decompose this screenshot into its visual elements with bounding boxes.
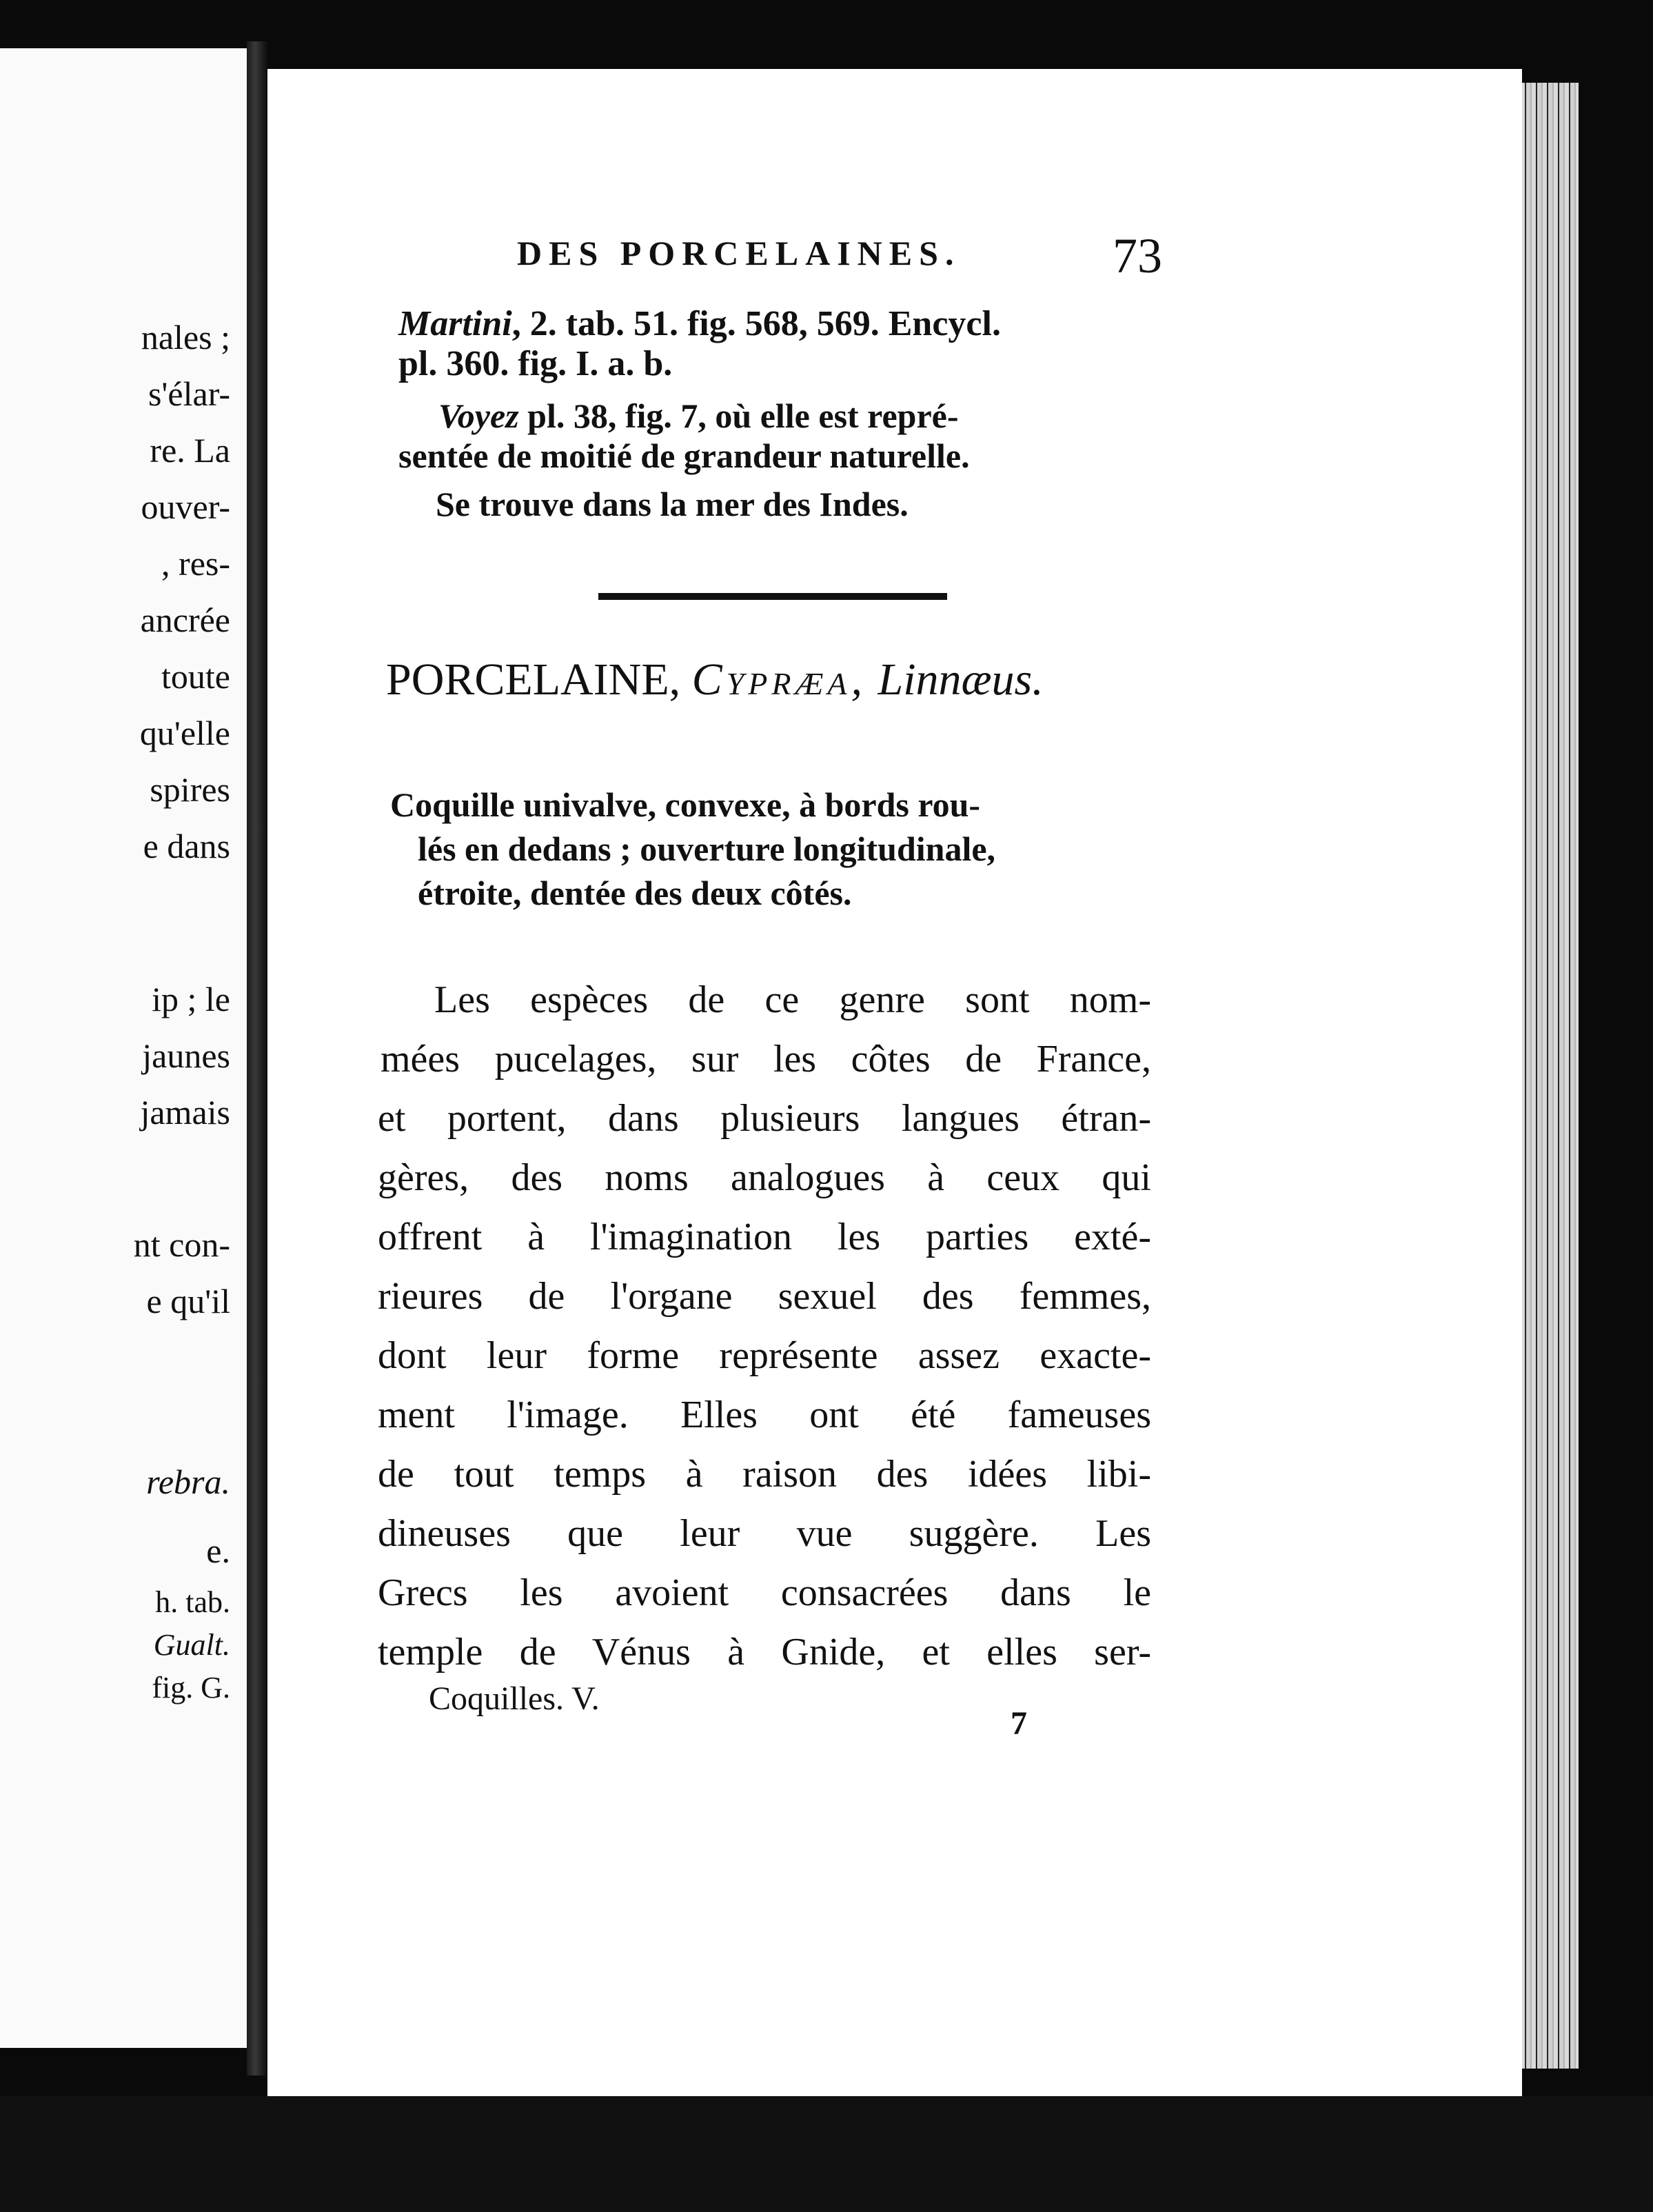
left-line: e. bbox=[206, 1531, 230, 1570]
left-line: fig. G. bbox=[152, 1671, 230, 1705]
body-line: mées pucelages, sur les côtes de France, bbox=[381, 1038, 1151, 1080]
gathering-number: 7 bbox=[1011, 1705, 1027, 1742]
body-line: Les espèces de ce genre sont nom- bbox=[434, 978, 1151, 1021]
body-line: offrent à l'imagination les parties exté- bbox=[378, 1216, 1151, 1258]
body-line: gères, des noms analogues à ceux qui bbox=[378, 1156, 1151, 1199]
reference-text: pl. 38, fig. 7, où elle est repré- bbox=[518, 396, 959, 435]
left-line: jamais bbox=[140, 1093, 230, 1132]
scan-border bbox=[0, 2096, 1653, 2212]
left-line: nt con- bbox=[133, 1225, 230, 1264]
body-line: ment l'image. Elles ont été fameuses bbox=[378, 1394, 1151, 1436]
left-line: ancrée bbox=[140, 601, 230, 639]
reference-line-3 bbox=[438, 396, 959, 436]
left-line: rebra. bbox=[146, 1462, 230, 1501]
left-line: Gualt. bbox=[153, 1628, 230, 1662]
body-line: dont leur forme représente assez exacte- bbox=[378, 1334, 1151, 1377]
running-head: DES PORCELAINES. bbox=[517, 234, 961, 272]
description-line: étroite, dentée des deux côtés. bbox=[418, 874, 852, 912]
description-line: lés en dedans ; ouverture longitudinale, bbox=[418, 830, 996, 868]
left-line: re. La bbox=[150, 431, 230, 470]
left-line: qu'elle bbox=[139, 714, 230, 752]
body-line: rieures de l'organe sexuel des femmes, bbox=[378, 1275, 1151, 1318]
reference-line-4: sentée de moitié de grandeur naturelle. bbox=[398, 436, 970, 475]
book-gutter bbox=[247, 41, 267, 2075]
left-line: toute bbox=[161, 657, 230, 696]
left-line: e qu'il bbox=[146, 1282, 230, 1320]
left-line: ip ; le bbox=[152, 980, 230, 1018]
left-line: nales ; bbox=[141, 318, 230, 356]
reference-line-1 bbox=[398, 303, 1001, 344]
genus-author: Linnæus. bbox=[878, 654, 1044, 705]
body-line: et portent, dans plusieurs langues étran- bbox=[378, 1097, 1151, 1140]
reference-line-2: pl. 360. fig. I. a. b. bbox=[398, 344, 673, 383]
habitat-line: Se trouve dans la mer des Indes. bbox=[436, 485, 909, 523]
left-line: s'élar- bbox=[148, 374, 230, 413]
description-line: Coquille univalve, convexe, à bords rou- bbox=[390, 785, 981, 824]
left-line: h. tab. bbox=[155, 1585, 230, 1619]
left-line: , res- bbox=[161, 544, 230, 583]
reference-text: , 2. tab. 51. fig. 568, 569. Encycl. bbox=[511, 304, 1001, 343]
left-line: jaunes bbox=[142, 1036, 230, 1075]
page-number: 73 bbox=[1113, 228, 1162, 283]
signature-mark: Coquilles. V. bbox=[429, 1680, 600, 1717]
body-line: dineuses que leur vue suggère. Les bbox=[378, 1512, 1151, 1555]
left-page-fragment bbox=[0, 48, 248, 2048]
reference-voyez: Voyez bbox=[438, 396, 519, 435]
body-line: Grecs les avoient consacrées dans le bbox=[378, 1571, 1151, 1614]
genus-latin: Cypræa, bbox=[691, 654, 866, 705]
body-line: de tout temps à raison des idées libi- bbox=[378, 1453, 1151, 1496]
section-rule bbox=[598, 593, 947, 600]
left-line: e dans bbox=[143, 827, 230, 865]
left-line: spires bbox=[150, 770, 230, 809]
body-line: temple de Vénus à Gnide, et elles ser- bbox=[378, 1631, 1151, 1673]
genus-name: PORCELAINE, bbox=[386, 654, 681, 705]
genus-heading bbox=[386, 654, 1044, 706]
reference-author: Martini bbox=[398, 304, 512, 343]
left-line: ouver- bbox=[141, 487, 230, 526]
